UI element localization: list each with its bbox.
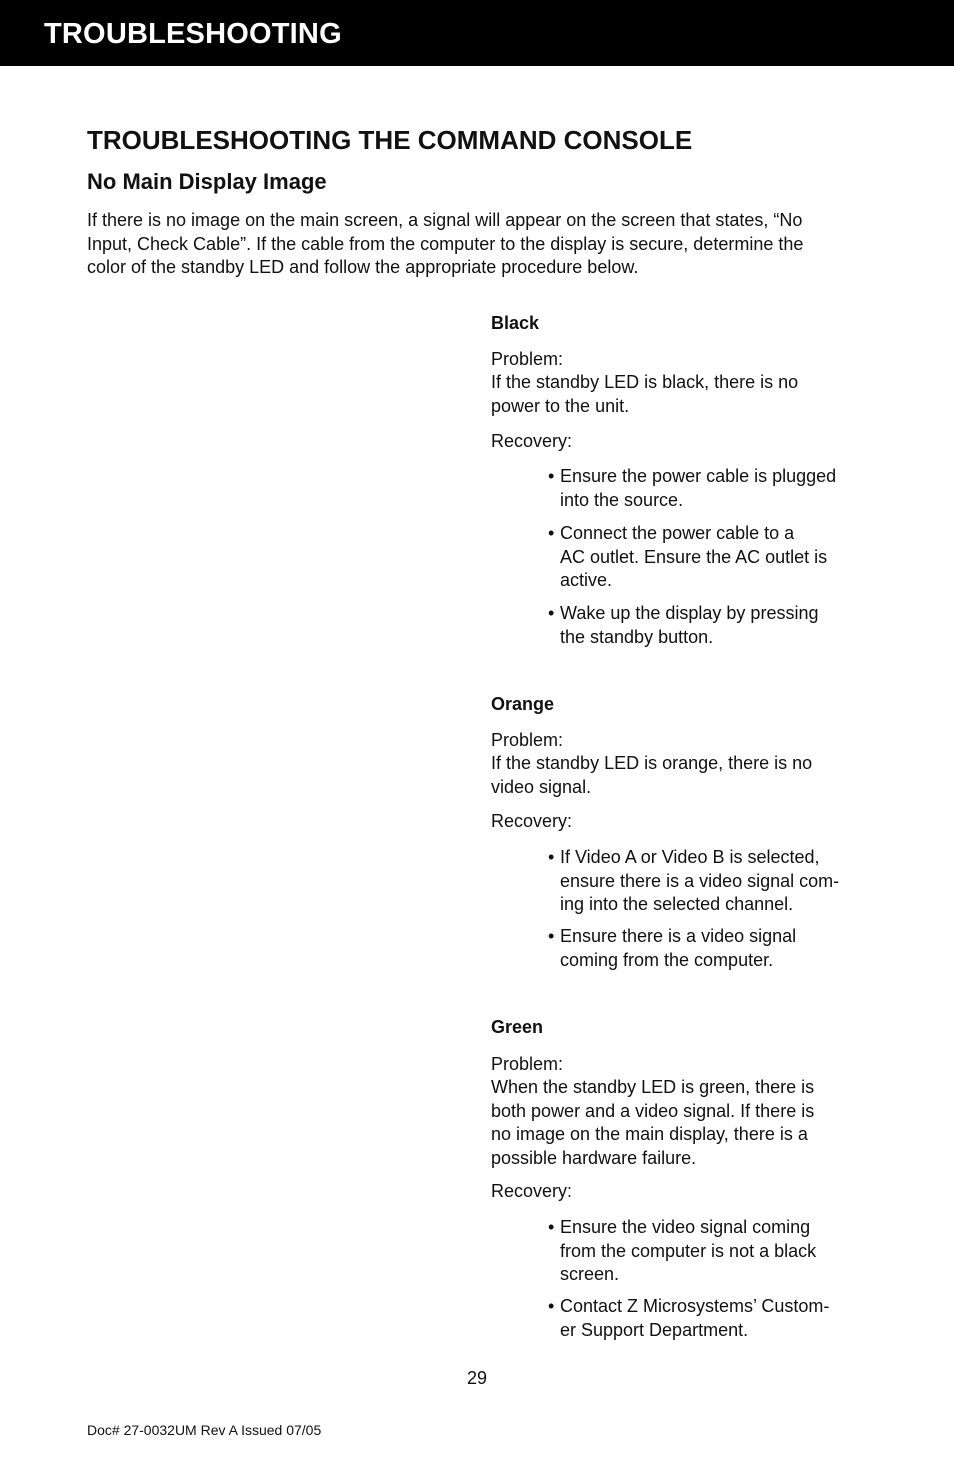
bullet-line: screen. — [560, 1264, 620, 1284]
problem-line: When the standby LED is green, there is — [491, 1077, 815, 1097]
bullet-line: Ensure the power cable is plugged — [560, 466, 837, 486]
bullet-line: AC outlet. Ensure the AC outlet is — [560, 546, 828, 567]
problem-line: video signal. — [491, 776, 592, 797]
bullet-line: Ensure there is a video signal — [560, 926, 797, 946]
bullet-icon: • — [548, 1217, 555, 1237]
bullet-icon: • — [548, 466, 555, 486]
problem-line: If the standby LED is orange, there is no — [491, 753, 813, 773]
problem-text — [491, 752, 871, 799]
bullet-icon: • — [548, 847, 555, 867]
bullet-line: Connect the power cable to a — [560, 523, 795, 543]
bullet-icon: • — [548, 523, 555, 543]
problem-line: both power and a video signal. If there is — [491, 1100, 815, 1121]
bullet-line: from the computer is not a black — [560, 1240, 817, 1261]
header-title: TROUBLESHOOTING — [44, 18, 342, 50]
list-item — [548, 925, 880, 972]
bullet-line: Ensure the video signal coming — [560, 1217, 811, 1237]
bullet-line: active. — [560, 570, 613, 590]
bullet-line: er Support Department. — [560, 1319, 749, 1340]
bullet-icon: • — [548, 1296, 555, 1316]
header-bar — [0, 0, 954, 66]
bullet-line: Contact Z Microsystems’ Custom- — [560, 1296, 830, 1316]
bullet-icon: • — [548, 926, 555, 946]
list-item — [548, 1216, 880, 1287]
block-heading: Black — [491, 313, 540, 333]
intro-paragraph — [87, 209, 877, 280]
bullet-icon: • — [548, 603, 555, 623]
list-item — [548, 522, 880, 593]
problem-text — [491, 371, 871, 418]
recovery-label: Recovery: — [491, 1181, 573, 1201]
problem-label: Problem: — [491, 730, 564, 750]
page-number: 29 — [466, 1368, 488, 1388]
bullet-line: If Video A or Video B is selected, — [560, 847, 820, 867]
problem-line: If the standby LED is black, there is no — [491, 372, 799, 392]
bullet-line: ing into the selected channel. — [560, 894, 794, 914]
list-item — [548, 465, 880, 512]
subsection-title: No Main Display Image — [87, 169, 327, 194]
problem-line: no image on the main display, there is a — [491, 1124, 808, 1144]
problem-line: possible hardware failure. — [491, 1147, 697, 1168]
footer-doc-id: Doc# 27-0032UM Rev A Issued 07/05 — [87, 1422, 322, 1438]
list-item — [548, 846, 880, 917]
recovery-label: Recovery: — [491, 431, 573, 451]
problem-label: Problem: — [491, 1054, 564, 1074]
intro-line: Input, Check Cable”. If the cable from the computer to the display is secure, determine the — [87, 233, 804, 254]
bullet-line: coming from the computer. — [560, 949, 774, 970]
problem-text — [491, 1076, 871, 1170]
list-item — [548, 602, 880, 649]
bullet-line: Wake up the display by pressing — [560, 603, 819, 623]
bullet-line: the standby button. — [560, 626, 714, 647]
problem-line: power to the unit. — [491, 395, 630, 416]
list-item — [548, 1295, 880, 1342]
intro-line: If there is no image on the main screen, a signal will appear on the screen that states, “No — [87, 210, 803, 230]
problem-label: Problem: — [491, 349, 564, 369]
recovery-label: Recovery: — [491, 811, 573, 831]
bullet-line: ensure there is a video signal com- — [560, 870, 840, 891]
block-heading: Green — [491, 1017, 544, 1037]
intro-line: color of the standby LED and follow the appropriate procedure below. — [87, 257, 639, 277]
block-heading: Orange — [491, 694, 555, 714]
section-title: TROUBLESHOOTING THE COMMAND CONSOLE — [87, 125, 693, 155]
bullet-line: into the source. — [560, 489, 684, 510]
